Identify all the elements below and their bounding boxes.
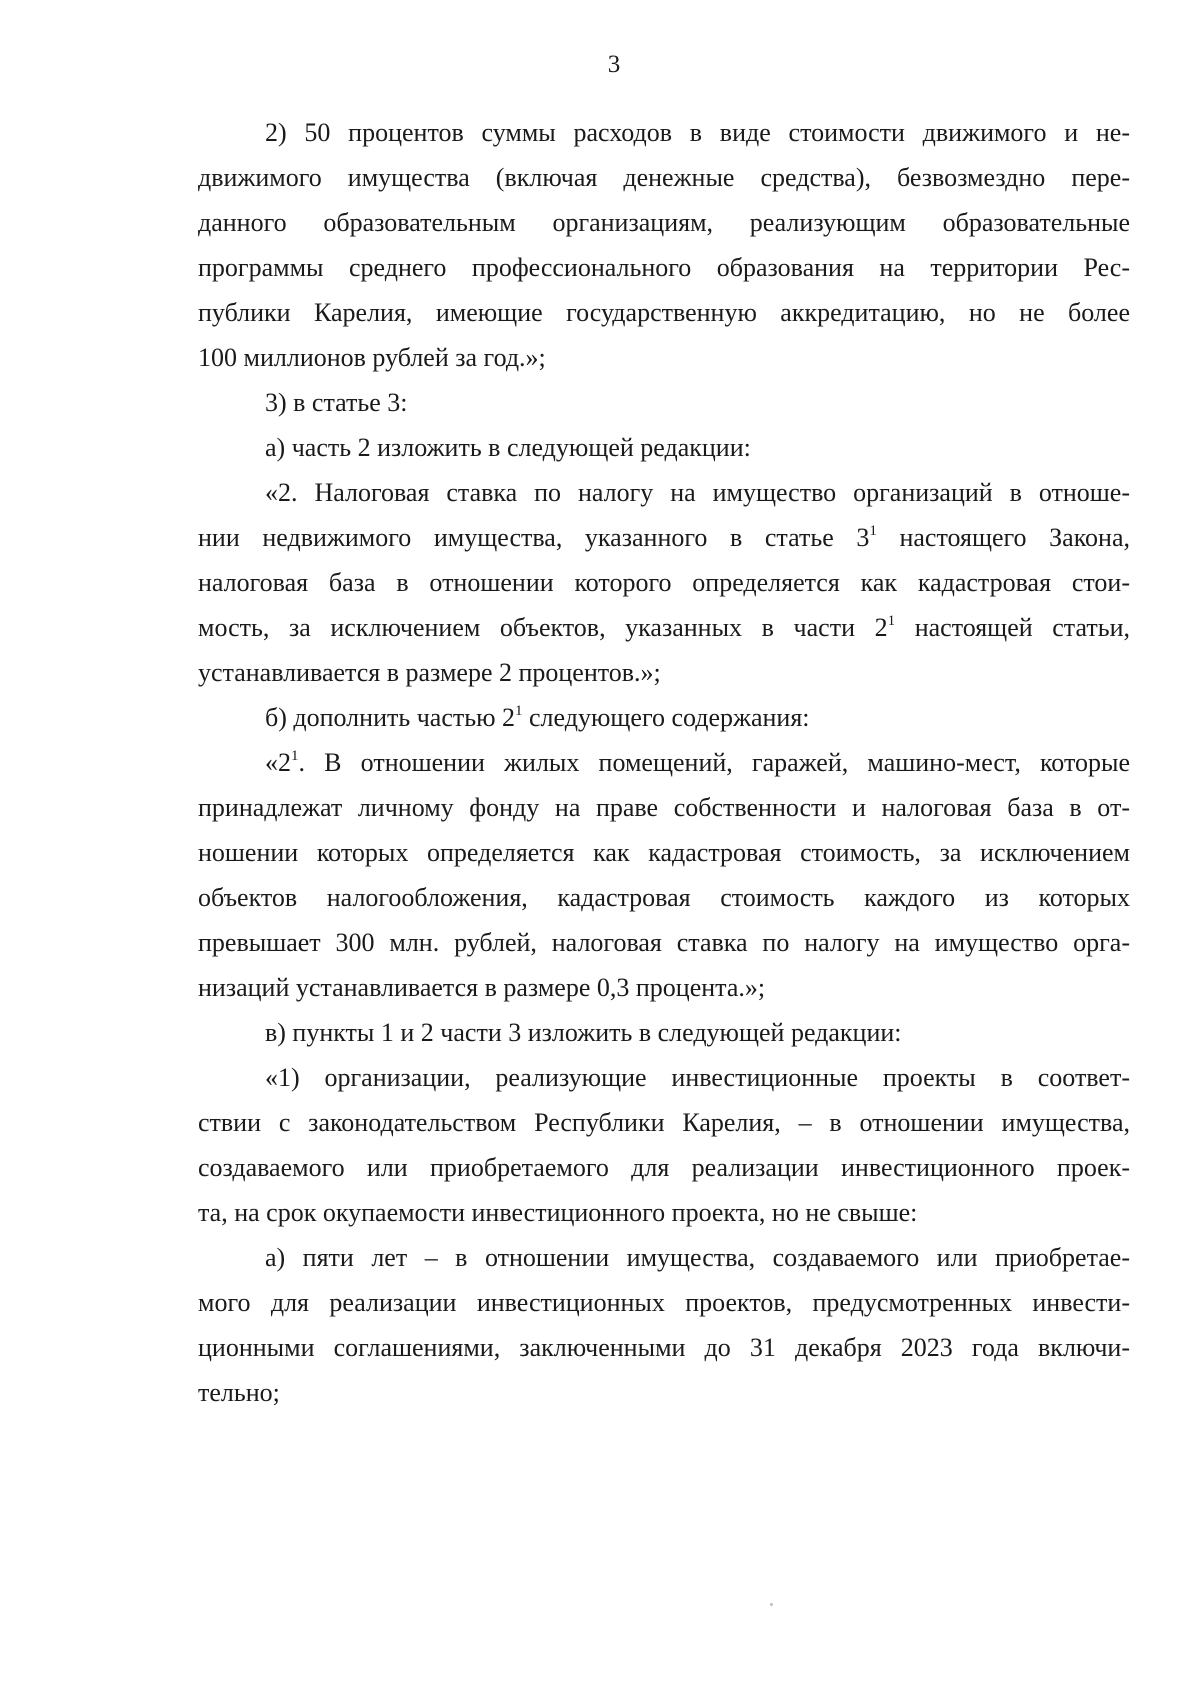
text-line: объектов налогообложения, кадастровая стоимость каждого из которых: [198, 883, 1130, 912]
text-run: б) дополнить частью 2: [265, 703, 516, 732]
text-line: движимого имущества (включая денежные средства), безвозмездно пере-: [198, 163, 1130, 192]
text-line: устанавливается в размере 2 процентов.»;: [198, 658, 661, 687]
text-line: принадлежат личному фонду на праве собственности и налоговая база в от-: [198, 793, 1130, 822]
text-line: создаваемого или приобретаемого для реализации инвестиционного проек-: [198, 1153, 1130, 1182]
text-line: превышает 300 млн. рублей, налоговая ставка по налогу на имущество орга-: [198, 928, 1130, 957]
page-number: 3: [607, 51, 621, 78]
text-line: программы среднего профессионального образования на территории Рес-: [198, 253, 1130, 282]
text-run: следующего содержания:: [522, 703, 810, 732]
text-line: а) пяти лет – в отношении имущества, создаваемого или приобретае-: [265, 1243, 1130, 1272]
scan-speck: [770, 1603, 773, 1606]
text-line: ношении которых определяется как кадастровая стоимость, за исключением: [198, 838, 1130, 867]
text-line: 100 миллионов рублей за год.»;: [198, 343, 546, 372]
text-line: а) часть 2 изложить в следующей редакции:: [265, 433, 751, 462]
text-line: [265, 695, 1130, 741]
superscript: 1: [515, 703, 523, 719]
text-line: ционными соглашениями, заключенными до 31 декабря 2023 года включи-: [198, 1333, 1130, 1362]
superscript: 1: [887, 613, 896, 629]
text-line: 3) в статье 3:: [265, 388, 408, 417]
text-run: «2: [265, 748, 291, 777]
text-line: налоговая база в отношении которого определяется как кадастровая стои-: [198, 568, 1130, 597]
text-run: настоящего Закона,: [876, 523, 1130, 552]
text-line: «1) организации, реализующие инвестиционные проекты в соответ-: [265, 1063, 1130, 1092]
text-line: низаций устанавливается в размере 0,3 процента.»;: [198, 973, 766, 1002]
text-line: данного образовательным организациям, реализующим образовательные: [198, 208, 1130, 237]
superscript: 1: [291, 748, 299, 764]
text-line: публики Карелия, имеющие государственную аккредитацию, но не более: [198, 298, 1130, 327]
text-line: [265, 740, 1130, 786]
text-run: настоящей статьи,: [895, 613, 1130, 642]
text-run: . В отношении жилых помещений, гаражей, машино-мест, которые: [298, 748, 1130, 777]
text-run: мость, за исключением объектов, указанных в части 2: [198, 613, 888, 642]
text-line: тельно;: [198, 1378, 280, 1407]
text-line: мого для реализации инвестиционных проектов, предусмотренных инвести-: [198, 1288, 1130, 1317]
text-line: та, на срок окупаемости инвестиционного проекта, но не свыше:: [198, 1198, 918, 1227]
text-line: [198, 515, 1130, 561]
text-run: нии недвижимого имущества, указанного в статье 3: [198, 523, 870, 552]
superscript: 1: [869, 523, 877, 539]
text-line: [198, 605, 1130, 651]
text-line: ствии с законодательством Республики Карелия, – в отношении имущества,: [198, 1108, 1130, 1137]
text-line: 2) 50 процентов суммы расходов в виде стоимости движимого и не-: [265, 118, 1130, 147]
text-line: «2. Налоговая ставка по налогу на имущество организаций в отноше-: [265, 478, 1130, 507]
text-line: в) пункты 1 и 2 части 3 изложить в следующей редакции:: [265, 1018, 902, 1047]
